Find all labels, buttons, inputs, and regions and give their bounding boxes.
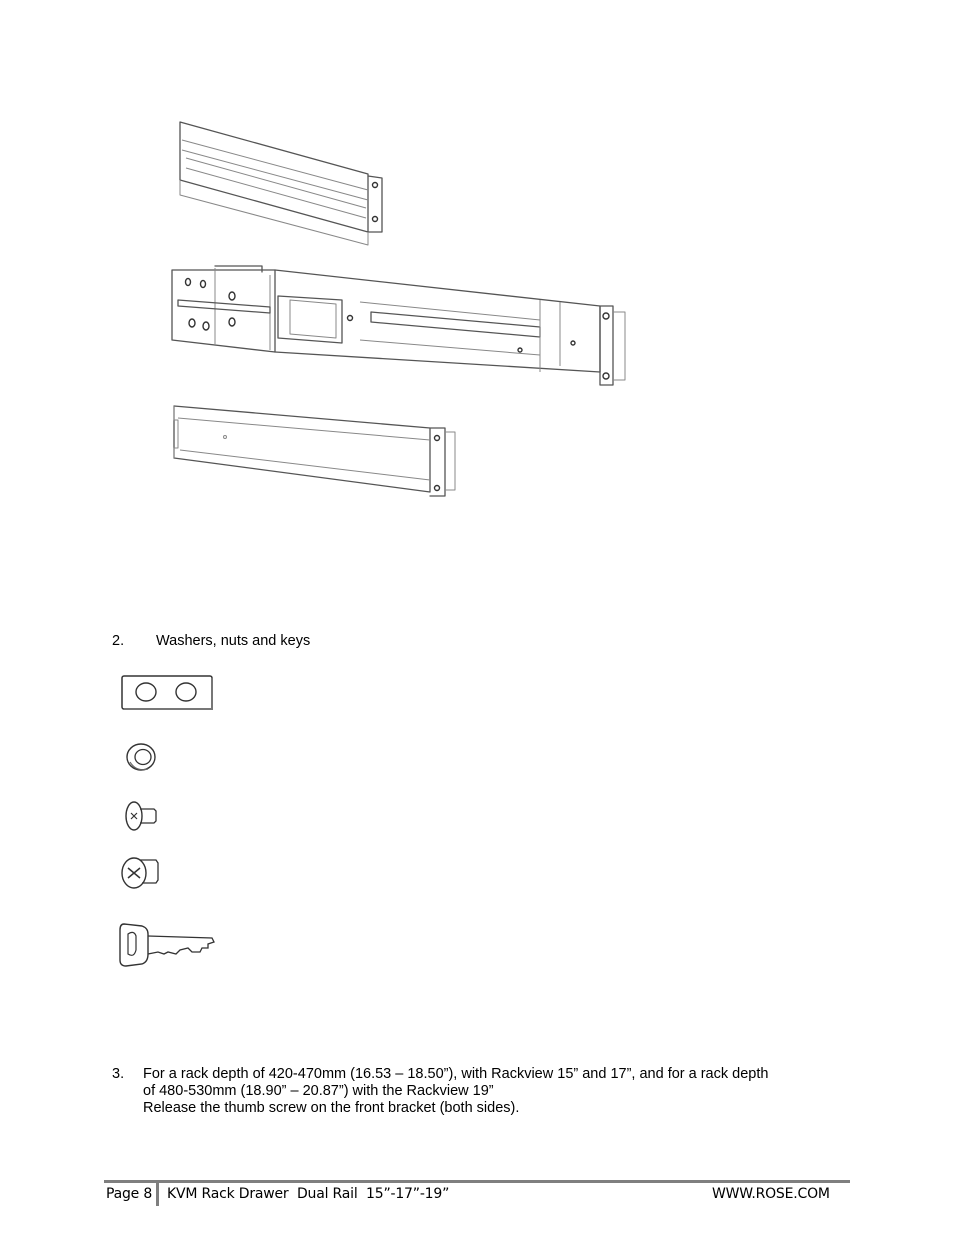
washer-plate-icon [118, 672, 218, 712]
footer-document-title: KVM Rack Drawer Dual Rail 15”-17”-19” [167, 1186, 450, 1202]
footer-separator [156, 1183, 159, 1206]
nut-icon [122, 738, 162, 778]
small-screw-icon [120, 797, 160, 837]
item-text-line: of 480-530mm (18.90” – 20.87”) with the Rackview 19” [143, 1083, 494, 1099]
middle-rail-drawing [172, 266, 625, 385]
footer-page-number: Page 8 [106, 1186, 153, 1202]
bottom-rail-drawing [174, 406, 455, 496]
item-text: Washers, nuts and keys [156, 633, 311, 649]
footer-website: WWW.ROSE.COM [712, 1186, 830, 1202]
item-text-line: Release the thumb screw on the front bracket (both sides). [143, 1100, 520, 1116]
footer-rule [104, 1180, 850, 1183]
top-rail-drawing [180, 122, 382, 245]
list-number: 3. [112, 1066, 125, 1082]
item-text-line: For a rack depth of 420-470mm (16.53 – 18.50”), with Rackview 15” and 17”, and for a rack depth [143, 1066, 769, 1082]
key-icon [116, 920, 226, 970]
rail-parts-illustration [0, 0, 954, 600]
list-number: 2. [112, 633, 125, 649]
large-screw-icon [118, 852, 162, 896]
